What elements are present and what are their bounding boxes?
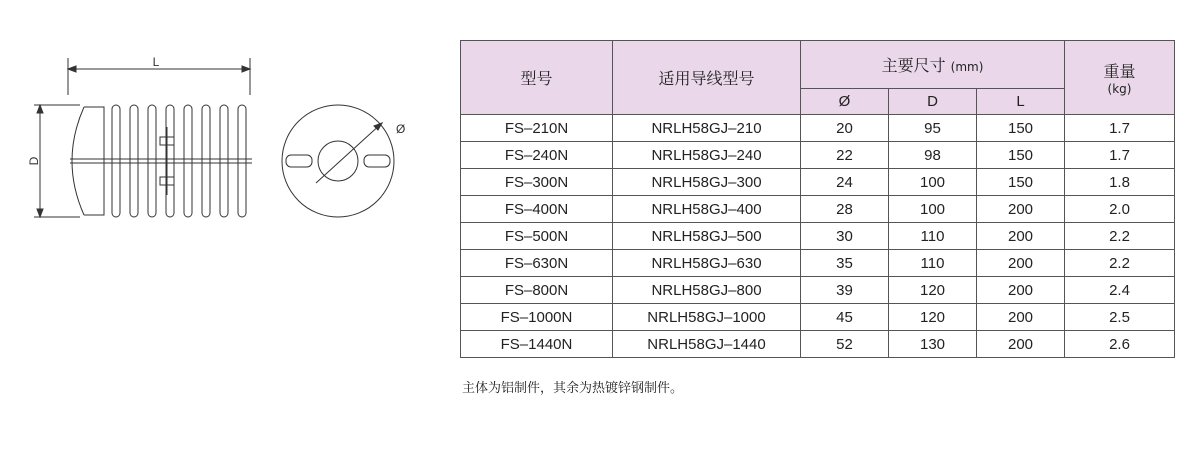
- cell-model: FS–500N: [461, 223, 613, 250]
- cell-model: FS–300N: [461, 169, 613, 196]
- header-weight: [1065, 41, 1175, 115]
- header-main-dims-label: 主要尺寸: [881, 56, 946, 75]
- cell-conductor: NRLH58GJ–210: [613, 115, 801, 142]
- dim-label-l: L: [152, 55, 160, 69]
- cell-conductor: NRLH58GJ–630: [613, 250, 801, 277]
- spec-table: [460, 40, 1175, 358]
- cell-l: 200: [977, 304, 1065, 331]
- cell-conductor: NRLH58GJ–1440: [613, 331, 801, 358]
- dim-label-phi: Ø: [396, 122, 406, 136]
- cell-l: 150: [977, 142, 1065, 169]
- cell-model: FS–1000N: [461, 304, 613, 331]
- cell-l: 200: [977, 277, 1065, 304]
- header-weight-label: 重量: [1103, 62, 1136, 81]
- cell-d: 100: [889, 169, 977, 196]
- cell-weight: 2.2: [1065, 223, 1175, 250]
- header-conductor: 适用导线型号: [613, 41, 801, 115]
- end-view: [282, 105, 394, 217]
- table-row: [461, 115, 1175, 142]
- cell-phi: 28: [801, 196, 889, 223]
- cell-conductor: NRLH58GJ–300: [613, 169, 801, 196]
- table-row: [461, 304, 1175, 331]
- cell-model: FS–240N: [461, 142, 613, 169]
- material-note: 主体为铝制件，其余为热镀锌钢制件。: [462, 381, 684, 396]
- cell-phi: 52: [801, 331, 889, 358]
- cell-model: FS–210N: [461, 115, 613, 142]
- cell-d: 98: [889, 142, 977, 169]
- table-row: [461, 223, 1175, 250]
- table-row: [461, 196, 1175, 223]
- cell-phi: 20: [801, 115, 889, 142]
- cell-weight: 2.6: [1065, 331, 1175, 358]
- cell-model: FS–400N: [461, 196, 613, 223]
- table-row: [461, 331, 1175, 358]
- cell-l: 150: [977, 115, 1065, 142]
- table-row: [461, 142, 1175, 169]
- cell-l: 200: [977, 196, 1065, 223]
- table-row: [461, 277, 1175, 304]
- cell-weight: 2.5: [1065, 304, 1175, 331]
- cell-conductor: NRLH58GJ–400: [613, 196, 801, 223]
- header-main-dims: [801, 41, 1065, 89]
- cell-l: 200: [977, 250, 1065, 277]
- cell-conductor: NRLH58GJ–800: [613, 277, 801, 304]
- header-model: 型号: [461, 41, 613, 115]
- side-view: [34, 58, 252, 217]
- cell-phi: 30: [801, 223, 889, 250]
- header-d: D: [889, 89, 977, 115]
- header-phi: Ø: [801, 89, 889, 115]
- cell-phi: 24: [801, 169, 889, 196]
- cell-weight: 1.8: [1065, 169, 1175, 196]
- cell-d: 120: [889, 277, 977, 304]
- cell-d: 120: [889, 304, 977, 331]
- cell-phi: 39: [801, 277, 889, 304]
- cell-conductor: NRLH58GJ–500: [613, 223, 801, 250]
- cell-d: 100: [889, 196, 977, 223]
- cell-d: 110: [889, 250, 977, 277]
- cell-l: 150: [977, 169, 1065, 196]
- dim-label-d: D: [27, 156, 41, 166]
- cell-d: 110: [889, 223, 977, 250]
- header-main-dims-unit: (mm): [950, 60, 984, 74]
- table-row: [461, 169, 1175, 196]
- cell-phi: 45: [801, 304, 889, 331]
- cell-phi: 22: [801, 142, 889, 169]
- cell-conductor: NRLH58GJ–240: [613, 142, 801, 169]
- table-row: [461, 250, 1175, 277]
- cell-model: FS–1440N: [461, 331, 613, 358]
- cell-model: FS–800N: [461, 277, 613, 304]
- header-l: L: [977, 89, 1065, 115]
- cell-model: FS–630N: [461, 250, 613, 277]
- product-drawing: [20, 55, 440, 245]
- cell-weight: 2.4: [1065, 277, 1175, 304]
- cell-weight: 1.7: [1065, 115, 1175, 142]
- cell-l: 200: [977, 223, 1065, 250]
- header-weight-unit: (kg): [1107, 82, 1132, 96]
- cell-conductor: NRLH58GJ–1000: [613, 304, 801, 331]
- cell-d: 130: [889, 331, 977, 358]
- cell-weight: 2.0: [1065, 196, 1175, 223]
- cell-phi: 35: [801, 250, 889, 277]
- cell-l: 200: [977, 331, 1065, 358]
- cell-weight: 1.7: [1065, 142, 1175, 169]
- cell-weight: 2.2: [1065, 250, 1175, 277]
- cell-d: 95: [889, 115, 977, 142]
